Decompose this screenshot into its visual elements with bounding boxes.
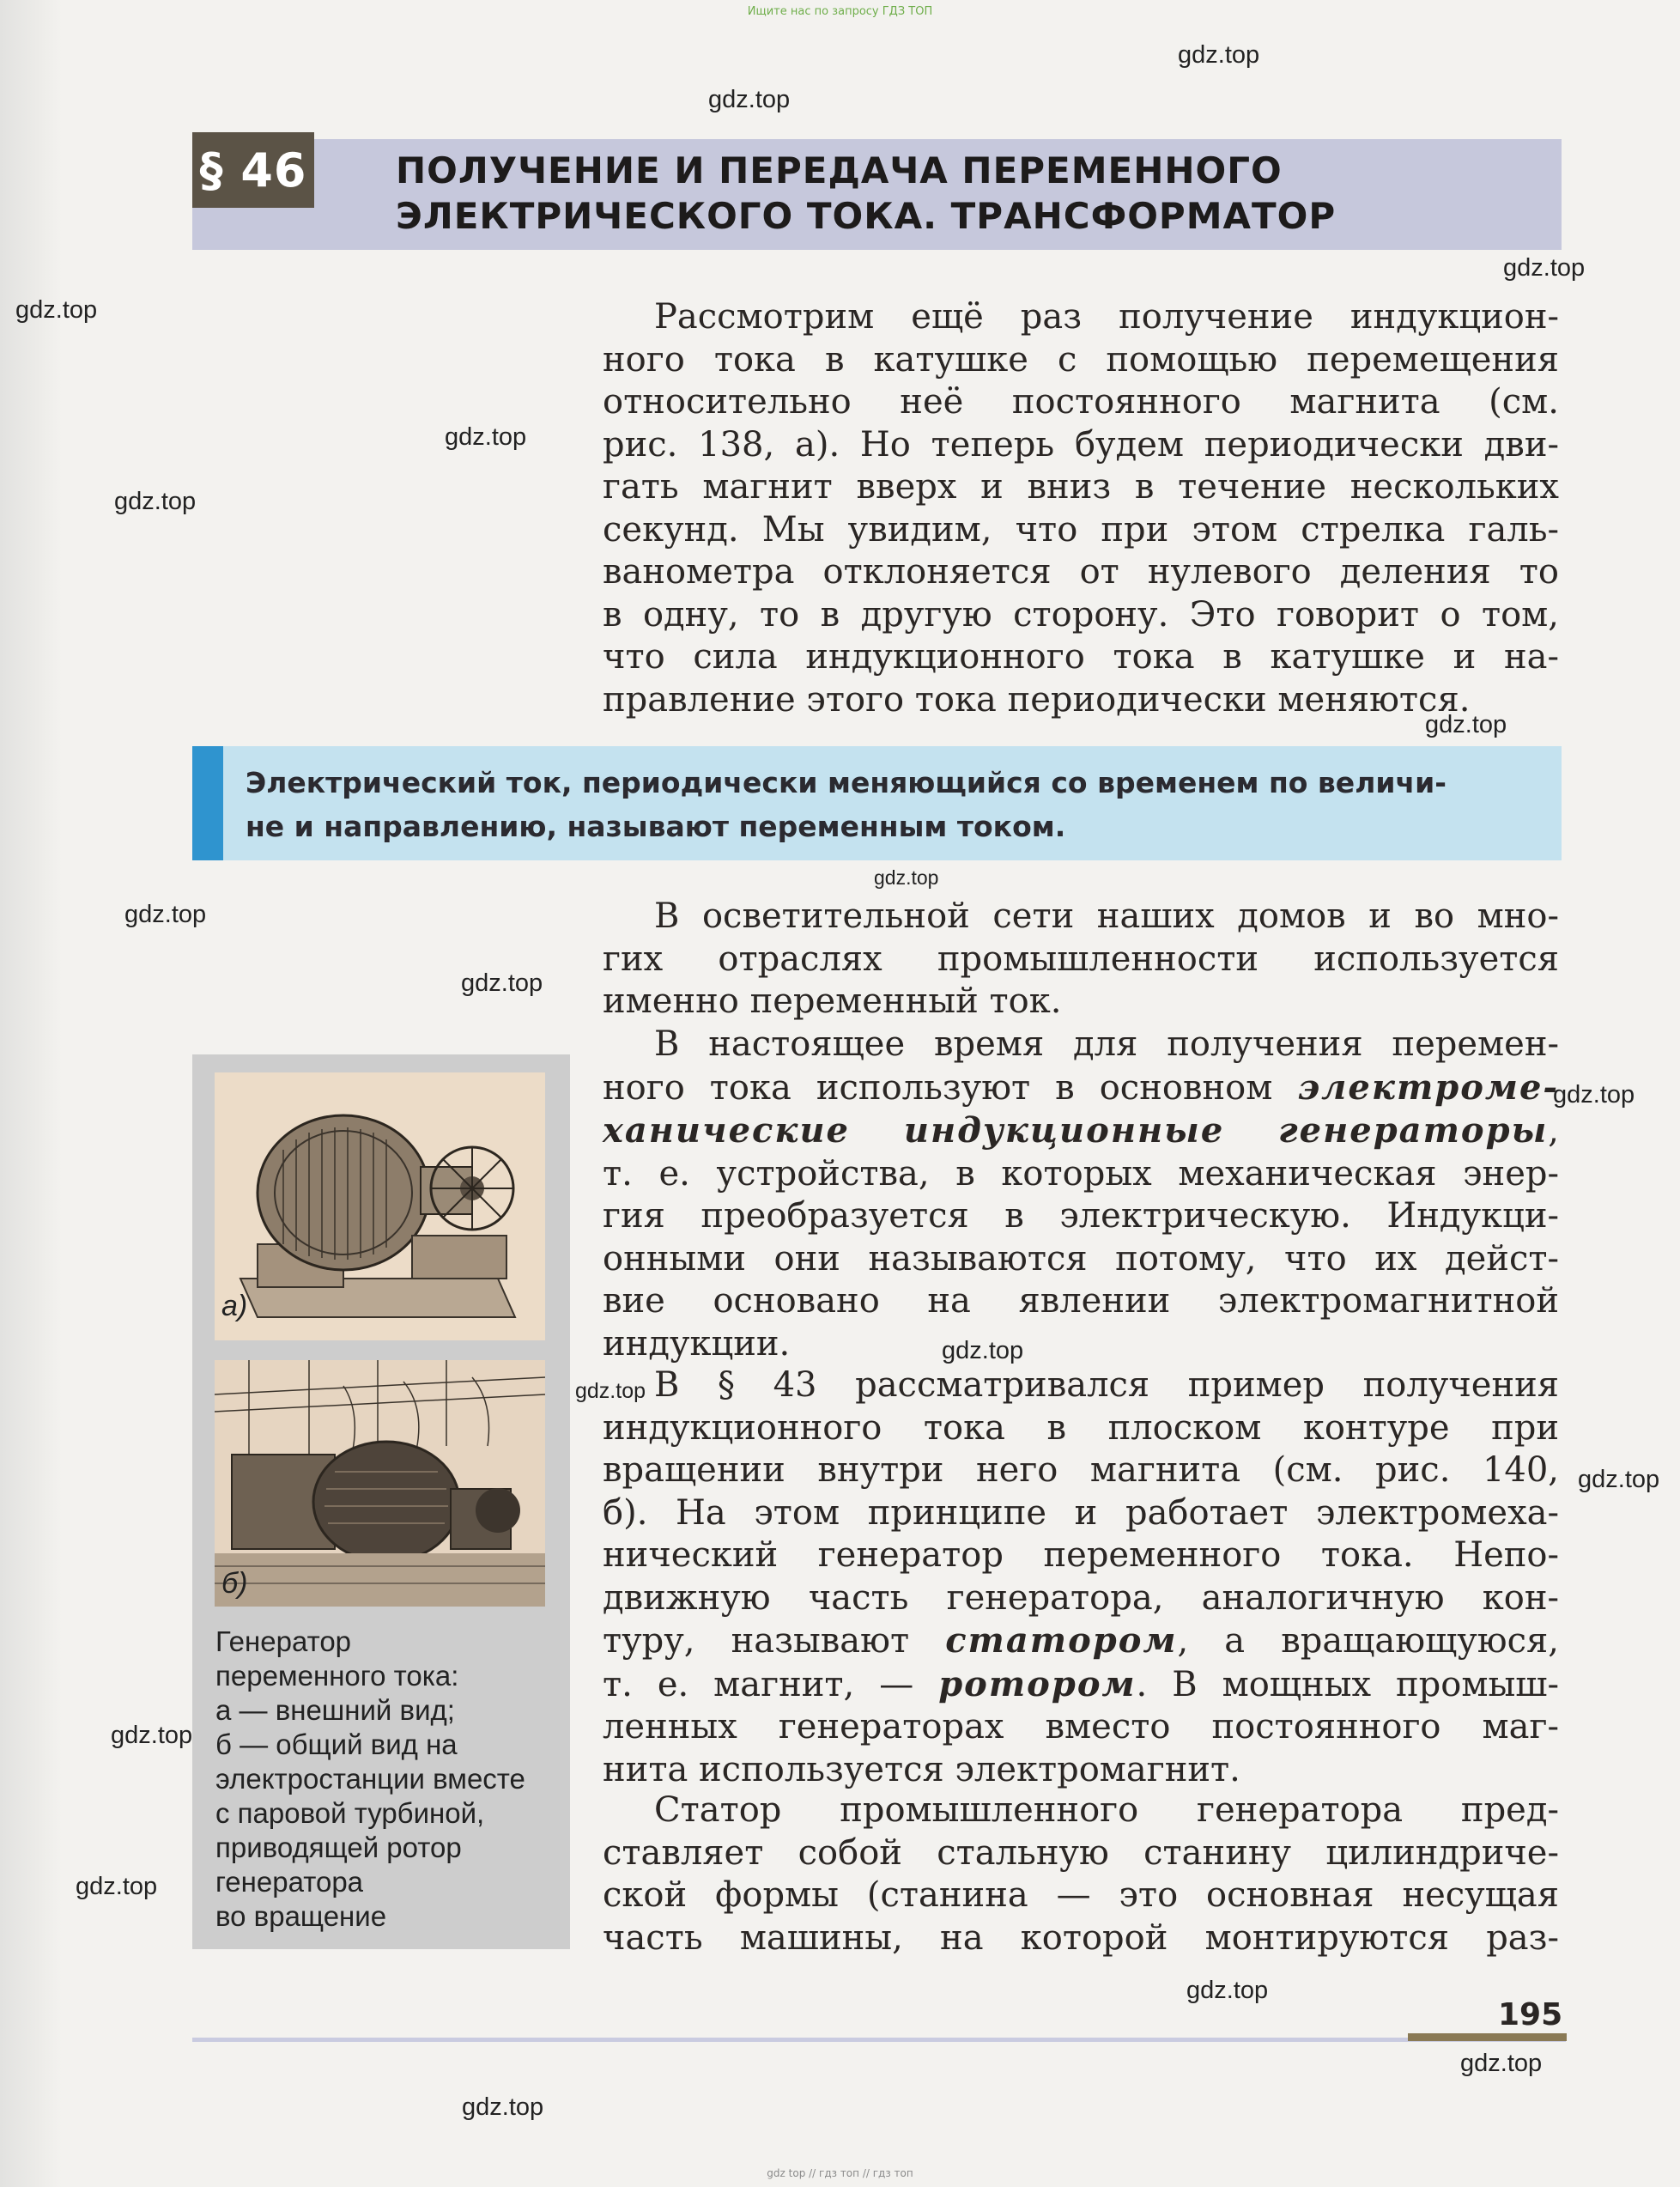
caption-line: б — общий вид на bbox=[215, 1728, 458, 1760]
text-line bbox=[603, 1619, 1559, 1663]
paragraph-intro bbox=[603, 296, 1559, 721]
watermark: gdz.top bbox=[1503, 254, 1586, 282]
text-line bbox=[603, 1663, 1559, 1707]
caption-line: генератора bbox=[215, 1866, 364, 1898]
text-line: гать магнит вверх и вниз в течение нескольких bbox=[603, 467, 1559, 507]
watermark: gdz.top bbox=[575, 1379, 646, 1403]
text-line: В § 43 рассматривался пример получения bbox=[654, 1365, 1559, 1405]
text-line: ного тока в катушке с помощью перемещения bbox=[603, 339, 1559, 380]
watermark: gdz.top bbox=[445, 423, 527, 451]
text-line: индукции. bbox=[603, 1323, 791, 1364]
section-title bbox=[396, 148, 1512, 239]
footer-rule bbox=[192, 2038, 1566, 2042]
watermark: gdz.top bbox=[874, 866, 939, 889]
watermark: gdz.top bbox=[1425, 711, 1507, 738]
text-line: что сила индукционного тока в катушке и на- bbox=[603, 637, 1559, 677]
caption-line: с паровой турбиной, bbox=[215, 1797, 485, 1829]
text-line: правление этого тока периодически меняются. bbox=[603, 679, 1471, 720]
text-line: рис. 138, а). Но теперь будем периодически дви- bbox=[603, 424, 1559, 465]
caption-line: Генератор bbox=[215, 1625, 352, 1657]
watermark: gdz.top bbox=[462, 2093, 544, 2121]
watermark: gdz.top bbox=[1178, 41, 1260, 69]
paragraph-lighting-network bbox=[603, 896, 1559, 1024]
text-fragment: ного тока используют в основном bbox=[603, 1067, 1298, 1108]
definition-line-2: не и направлению, называют переменным током. bbox=[246, 810, 1066, 843]
watermark: gdz.top bbox=[1186, 1977, 1269, 2004]
text-line: вие основано на явлении электромагнитной bbox=[603, 1281, 1559, 1321]
text-line: ской формы (станина — это основная несущая bbox=[603, 1875, 1559, 1915]
text-line: ванометра отклоняется от нулевого деления то bbox=[603, 552, 1559, 592]
text-line: гия преобразуется в электрическую. Индукци- bbox=[603, 1196, 1559, 1236]
watermark: gdz.top bbox=[124, 901, 207, 928]
text-line: секунд. Мы увидим, что при этом стрелка галь- bbox=[603, 509, 1559, 550]
text-line bbox=[603, 1109, 1559, 1153]
definition-accent-bar bbox=[192, 746, 223, 860]
definition-text bbox=[246, 761, 1542, 848]
paragraph-stator-rotor bbox=[603, 1364, 1559, 1791]
text-line: В осветительной сети наших домов и во мно- bbox=[654, 896, 1559, 936]
text-fragment: , bbox=[1548, 1111, 1559, 1151]
text-line: относительно неё постоянного магнита (см. bbox=[603, 382, 1559, 422]
text-line: Рассмотрим ещё раз получение индукцион- bbox=[654, 297, 1559, 337]
text-line: В настоящее время для получения перемен- bbox=[654, 1024, 1559, 1064]
caption-line: во вращение bbox=[215, 1900, 387, 1932]
text-line: нита используется электромагнит. bbox=[603, 1749, 1240, 1789]
text-line: т. е. устройства, в которых механическая энер- bbox=[603, 1153, 1559, 1194]
power-station-illustration bbox=[215, 1360, 545, 1607]
generator-exterior-illustration bbox=[215, 1072, 545, 1340]
term-electromechanical: электроме- bbox=[1297, 1066, 1559, 1108]
term-induction-generators: ханические индукционные генераторы bbox=[603, 1110, 1549, 1151]
text-fragment: , а вращающуюся, bbox=[1177, 1621, 1559, 1661]
watermark: gdz.top bbox=[1578, 1466, 1660, 1493]
text-fragment: туру, называют bbox=[603, 1621, 946, 1661]
section-number-badge: § 46 bbox=[192, 132, 314, 208]
text-line: Статор промышленного генератора пред- bbox=[654, 1790, 1559, 1830]
paragraph-stator-frame bbox=[603, 1789, 1559, 1959]
figure-label-a: а) bbox=[221, 1290, 248, 1322]
text-line: онными они называются потому, что их дейст- bbox=[603, 1238, 1559, 1279]
text-line: б). На этом принципе и работает электромеха- bbox=[603, 1492, 1559, 1533]
watermark: gdz.top bbox=[942, 1337, 1024, 1364]
page-edge-shadow bbox=[0, 0, 62, 2187]
text-line: ставляет собой стальную станину цилиндриче- bbox=[603, 1832, 1559, 1873]
watermark: gdz.top bbox=[708, 86, 791, 113]
caption-line: электростанции вместе bbox=[215, 1763, 525, 1795]
footer-accent bbox=[1408, 2033, 1567, 2041]
text-line: нический генератор переменного тока. Непо- bbox=[603, 1535, 1559, 1575]
term-rotor: ротором bbox=[938, 1663, 1137, 1704]
section-title-line-2: ЭЛЕКТРИЧЕСКОГО ТОКА. ТРАНСФОРМАТОР bbox=[396, 195, 1337, 237]
top-note: Ищите нас по запросу ГДЗ ТОП bbox=[747, 5, 933, 18]
text-line: ленных генераторах вместо постоянного маг- bbox=[603, 1707, 1559, 1747]
text-line: часть машины, на которой монтируются раз- bbox=[603, 1917, 1559, 1958]
text-fragment: т. е. магнит, — bbox=[603, 1664, 939, 1704]
caption-line: переменного тока: bbox=[215, 1660, 459, 1692]
watermark: gdz.top bbox=[1553, 1081, 1635, 1109]
watermark: gdz.top bbox=[114, 488, 197, 515]
power-station-drawing bbox=[215, 1360, 545, 1607]
text-fragment: . В мощных промыш- bbox=[1136, 1664, 1559, 1704]
text-line: в одну, то в другую сторону. Это говорит о том, bbox=[603, 594, 1559, 635]
watermark: gdz.top bbox=[1460, 2050, 1543, 2077]
text-line: вращении внутри него магнита (см. рис. 140, bbox=[603, 1450, 1559, 1490]
text-line bbox=[603, 1066, 1559, 1110]
text-line: индукционного тока в плоском контуре при bbox=[603, 1407, 1559, 1448]
text-line: движную часть генератора, аналогичную кон- bbox=[603, 1577, 1559, 1618]
text-line: гих отраслях промышленности используется bbox=[603, 939, 1559, 979]
watermark: gdz.top bbox=[461, 969, 543, 997]
text-line: именно переменный ток. bbox=[603, 981, 1062, 1021]
term-stator: статором bbox=[945, 1620, 1178, 1661]
figure-caption bbox=[215, 1625, 559, 1934]
page-number: 195 bbox=[1498, 1997, 1563, 2032]
watermark: gdz.top bbox=[15, 296, 98, 324]
watermark: gdz.top bbox=[111, 1722, 193, 1749]
generator-exterior-drawing bbox=[215, 1072, 545, 1340]
paragraph-generators bbox=[603, 1024, 1559, 1365]
caption-line: приводящей ротор bbox=[215, 1832, 462, 1863]
caption-line: а — внешний вид; bbox=[215, 1694, 455, 1726]
figure-label-b: б) bbox=[221, 1567, 248, 1600]
watermark: gdz.top bbox=[76, 1873, 158, 1900]
section-title-line-1: ПОЛУЧЕНИЕ И ПЕРЕДАЧА ПЕРЕМЕННОГО bbox=[396, 149, 1283, 191]
definition-line-1: Электрический ток, периодически меняющийся со временем по величи- bbox=[246, 766, 1446, 799]
bottom-note: gdz top // гдз топ // гдз топ bbox=[767, 2167, 913, 2179]
